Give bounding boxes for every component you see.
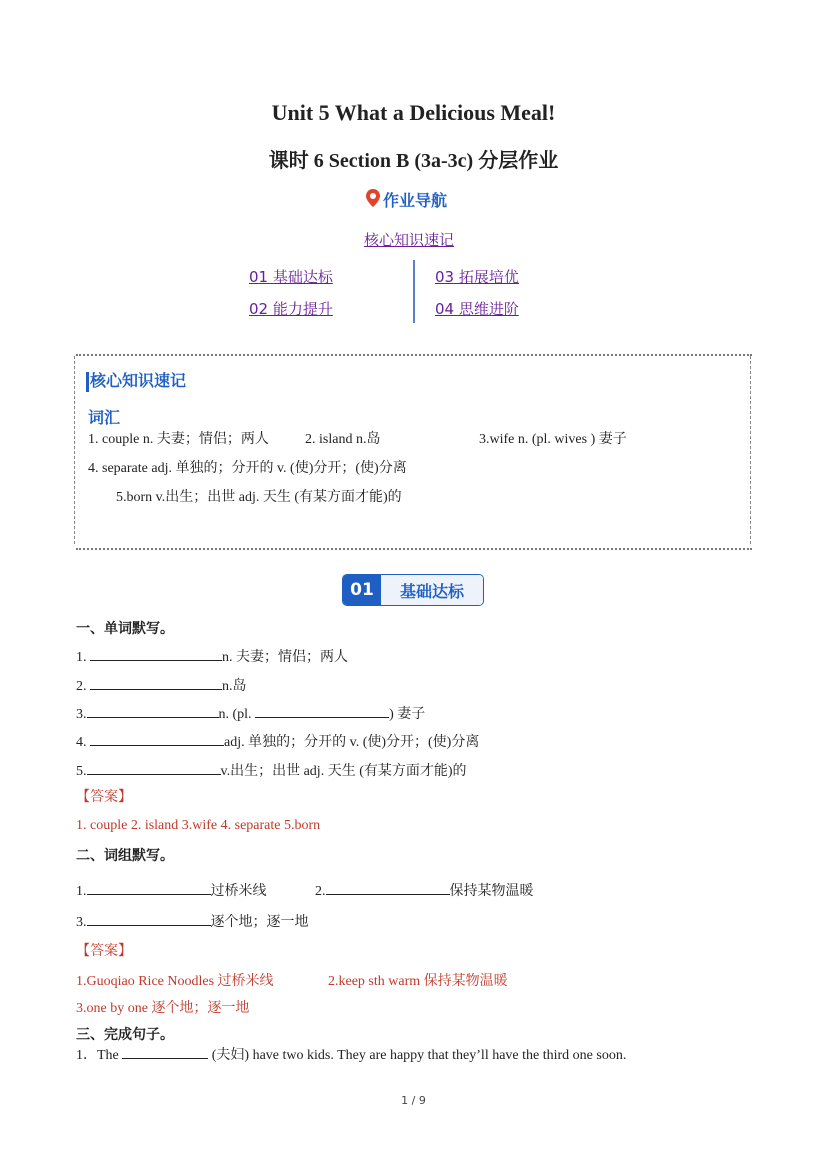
blank-field[interactable] (90, 675, 222, 690)
blank-field[interactable] (90, 731, 224, 746)
vocab-item-2: 2. island n.岛 (305, 432, 381, 447)
location-pin-icon (366, 189, 380, 211)
part2-item-1: 1. 过桥米线 (76, 880, 267, 900)
part1-item-4: 4. adj. 单独的；分开的 v. (使)分开；(使)分离 (76, 731, 479, 751)
badge-number: 01 (343, 575, 381, 605)
blank-field[interactable] (87, 880, 211, 895)
nav-link-01[interactable]: 01 基础达标 (249, 268, 333, 286)
document-title: Unit 5 What a Delicious Meal! (271, 100, 556, 125)
part2-answer-1: 1.Guoqiao Rice Noodles 过桥米线 (76, 974, 274, 989)
part1-heading: 一、单词默写。 (76, 621, 174, 637)
nav-divider (413, 260, 415, 323)
vocab-item-1: 1. couple n. 夫妻；情侣；两人 (88, 432, 269, 447)
part2-item-2: 2. 保持某物温暖 (315, 880, 534, 900)
vocab-heading: 词汇 (88, 408, 121, 427)
blank-field[interactable] (326, 880, 450, 895)
nav-heading (366, 188, 447, 211)
part3-item-1: 1．The (夫妇) have two kids. They are happy that they’ll have the third one soon. (76, 1044, 626, 1064)
blank-field[interactable] (87, 911, 211, 926)
box-left-border (74, 356, 83, 544)
part2-answer-2: 2.keep sth warm 保持某物温暖 (328, 974, 508, 989)
blank-field[interactable] (255, 703, 389, 718)
part1-answer-label: 【答案】 (76, 789, 132, 805)
vocab-item-5: 5.born v.出生；出世 adj. 天生 (有某方面才能)的 (116, 490, 402, 505)
section-badge-01 (342, 574, 484, 606)
blank-field[interactable] (122, 1044, 208, 1059)
part1-item-1: 1. n. 夫妻；情侣；两人 (76, 646, 348, 666)
part2-item-3: 3. 逐个地；逐一地 (76, 911, 309, 931)
page-number: 1 / 9 (401, 1094, 426, 1107)
part1-item-5: 5. v.出生；出世 adj. 天生 (有某方面才能)的 (76, 760, 467, 780)
blank-field[interactable] (87, 703, 219, 718)
part2-answer-3: 3.one by one 逐个地；逐一地 (76, 1001, 250, 1016)
nav-link-02[interactable]: 02 能力提升 (249, 300, 333, 318)
document-subtitle: 课时 6 Section B (3a-3c) 分层作业 (268, 150, 559, 172)
blank-field[interactable] (87, 760, 221, 775)
nav-heading-text: 作业导航 (383, 191, 448, 210)
vocab-item-4: 4. separate adj. 单独的；分开的 v. (使)分开；(使)分离 (88, 461, 407, 476)
nav-link-03[interactable]: 03 拓展培优 (435, 268, 519, 286)
nav-link-04[interactable]: 04 思维进阶 (435, 300, 519, 318)
badge-label: 基础达标 (381, 575, 483, 605)
part1-answer: 1. couple 2. island 3.wife 4. separate 5.born (76, 818, 321, 833)
box-title-bar (86, 372, 89, 392)
core-box-title: 核心知识速记 (90, 371, 187, 390)
part3-heading: 三、完成句子。 (76, 1027, 174, 1043)
part2-heading: 二、词组默写。 (76, 848, 174, 864)
vocab-item-3: 3.wife n. (pl. wives ) 妻子 (479, 432, 627, 447)
nav-link-core[interactable]: 核心知识速记 (364, 231, 455, 249)
part1-item-2: 2. n.岛 (76, 675, 247, 695)
blank-field[interactable] (90, 646, 222, 661)
part1-item-3: 3. n. (pl. ) 妻子 (76, 703, 425, 723)
part2-answer-label: 【答案】 (76, 943, 132, 959)
box-right-border (750, 356, 759, 544)
